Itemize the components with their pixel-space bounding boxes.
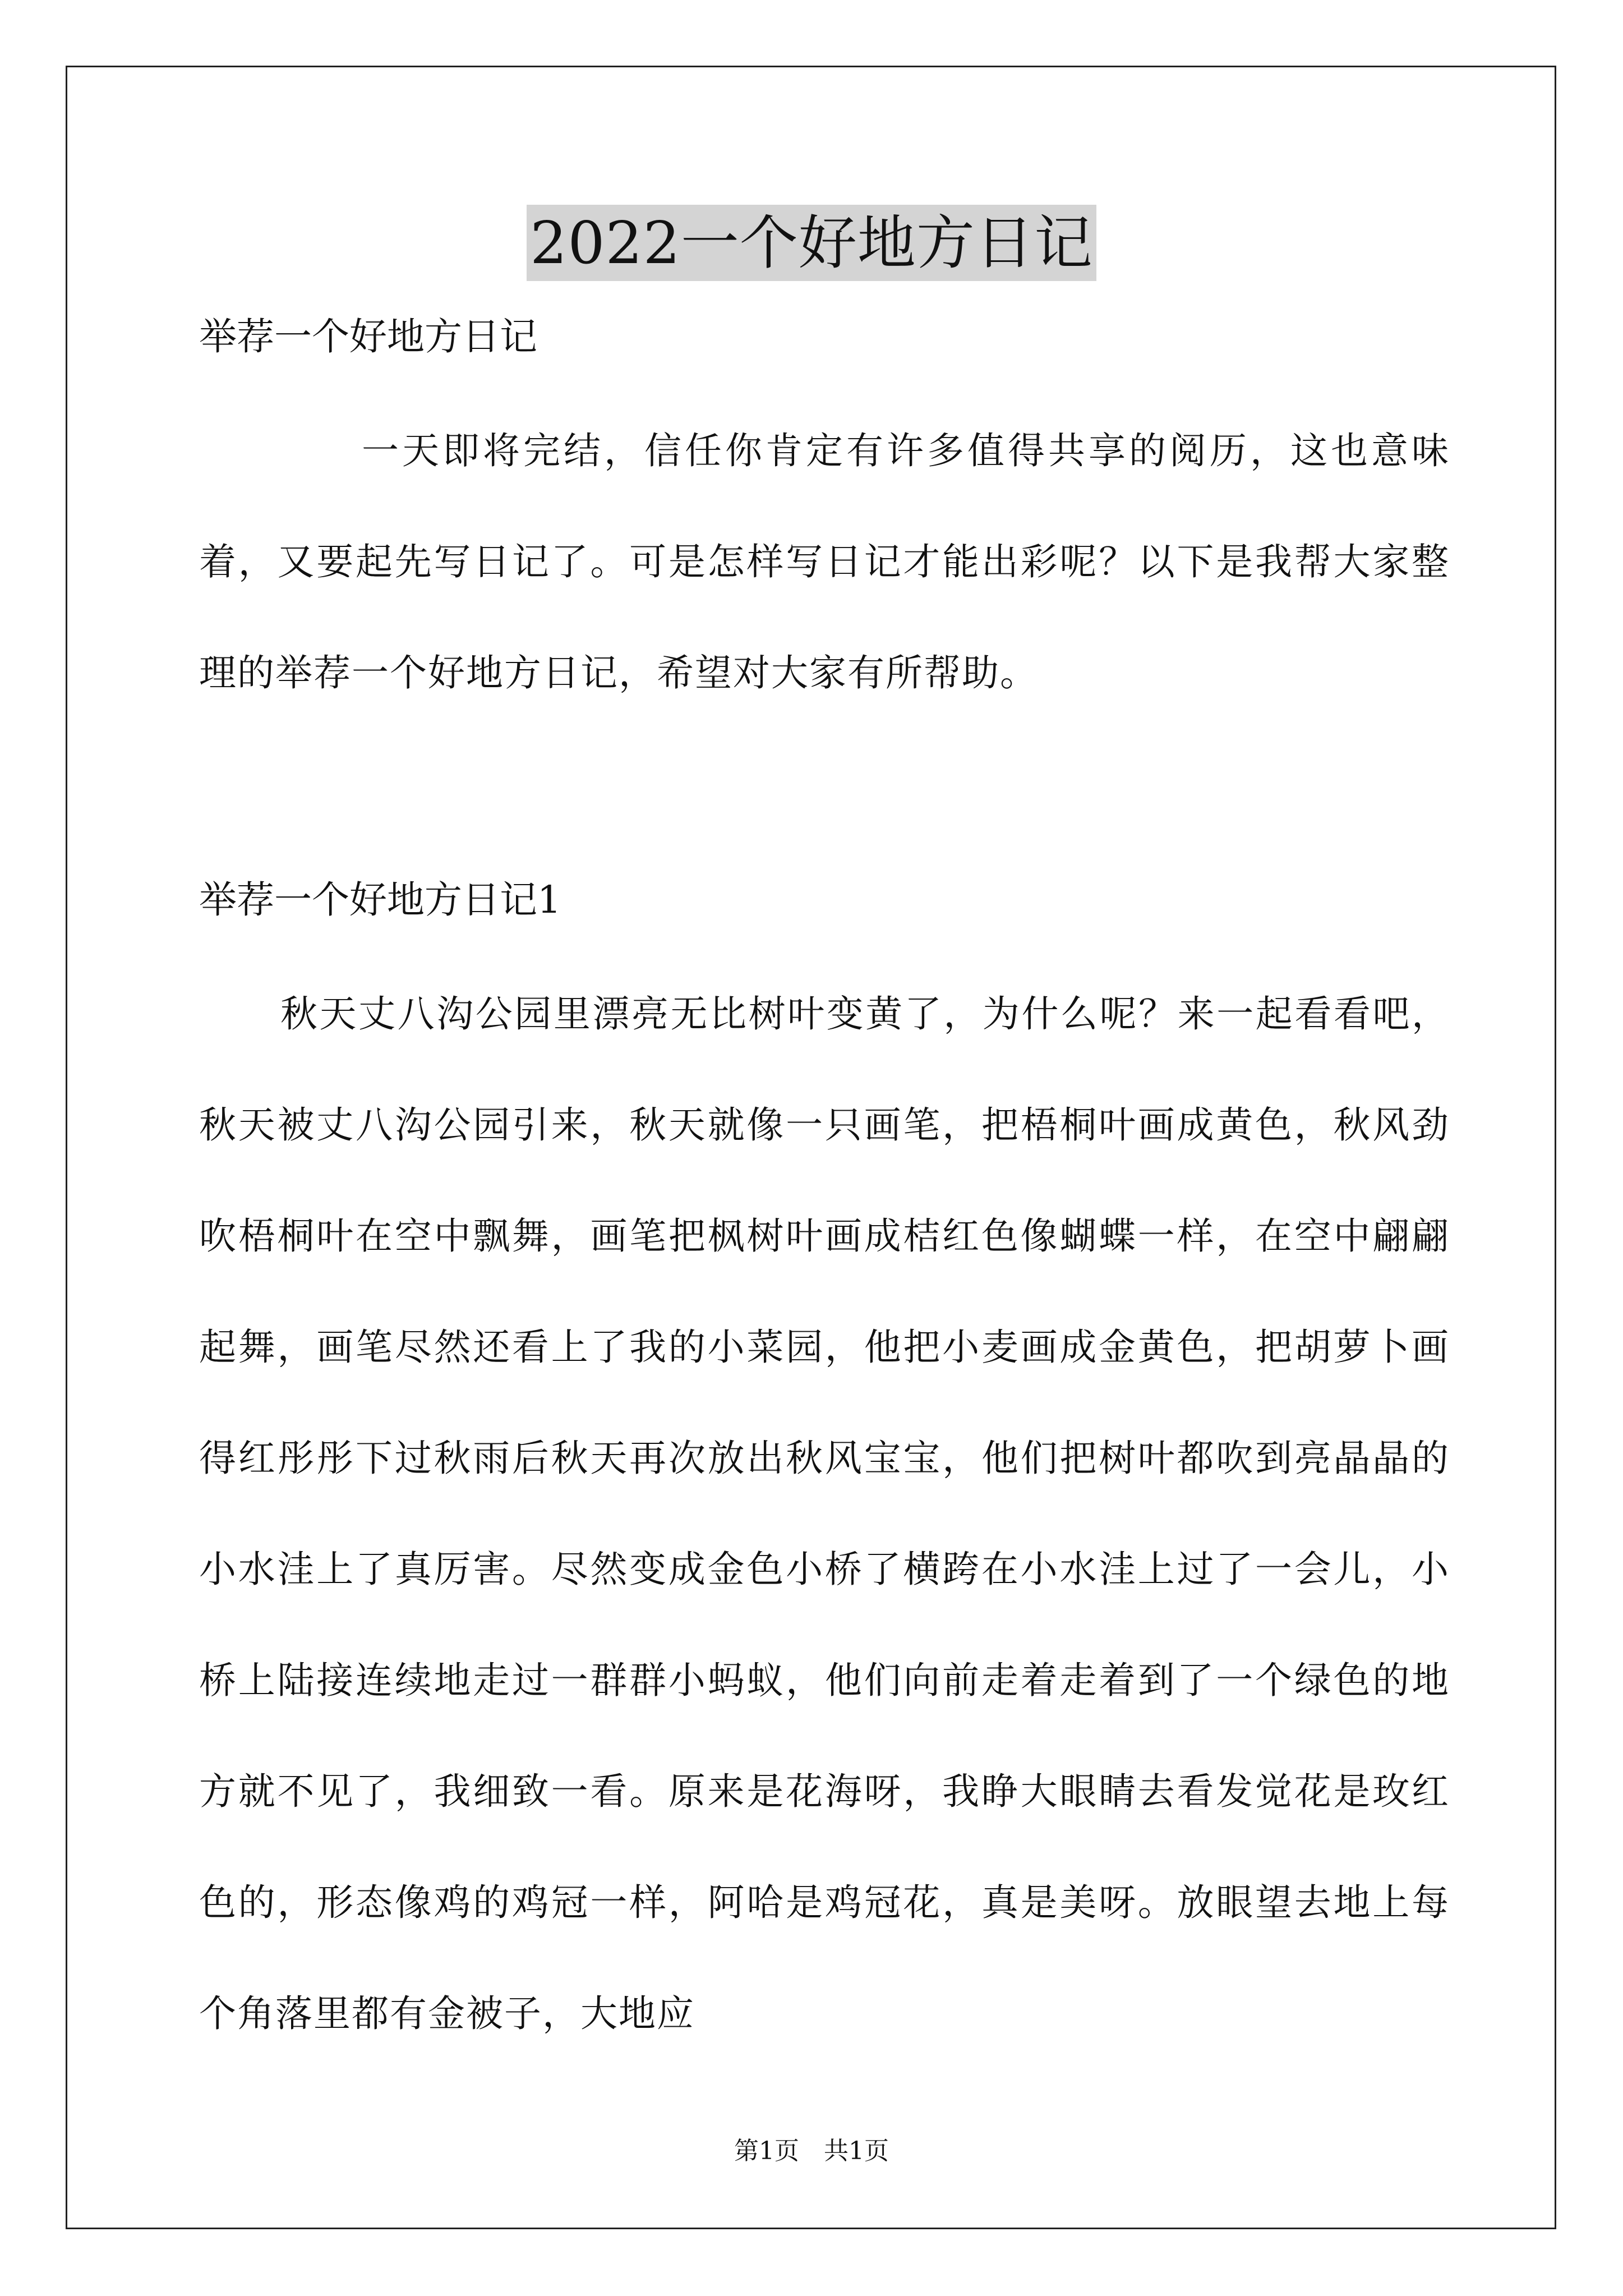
spacer	[199, 729, 1450, 869]
title-container	[0, 205, 1623, 281]
page-footer: 第1页 共1页	[734, 2137, 889, 2165]
section-paragraph: 秋天丈八沟公园里漂亮无比树叶变黄了，为什么呢？来一起看看吧，秋天被丈八沟公园引来，秋天就像一只画笔，把梧桐叶画成黄色，秋风劲吹梧桐叶在空中飘舞，画笔把枫树叶画成桔红色像蝴蝶一样，在空中翩翩起舞，画笔尽然还看上了我的小菜园，他把小麦画成金黄色，把胡萝卜画得红彤彤下过秋雨后秋天再次放出秋风宝宝，他们把树叶都吹到亮晶晶的小水洼上了真厉害。尽然变成金色小桥了横跨在小水洼上过了一会儿，小桥上陆接连续地走过一群群小蚂蚁，他们向前走着走着到了一个绿色的地方就不见了，我细致一看。原来是花海呀，我睁大眼睛去看发觉花是玫红色的，形态像鸡的鸡冠一样，阿哈是鸡冠花，真是美呀。放眼望去地上每个角落里都有金被子，大地应	[199, 992, 1450, 2035]
intro-heading: 举荐一个好地方日记	[199, 315, 537, 358]
spacer	[199, 931, 1450, 959]
document-body	[199, 306, 1450, 2069]
intro-paragraph: 一天即将完结，信任你肯定有许多值得共享的阅历，这也意味着，又要起先写日记了。可是怎样写日记才能出彩呢？以下是我帮大家整理的举荐一个好地方日记，希望对大家有所帮助。	[199, 429, 1450, 694]
spacer	[199, 367, 1450, 395]
document-title: 2022一个好地方日记	[527, 205, 1096, 281]
section-heading: 举荐一个好地方日记1	[199, 878, 561, 922]
